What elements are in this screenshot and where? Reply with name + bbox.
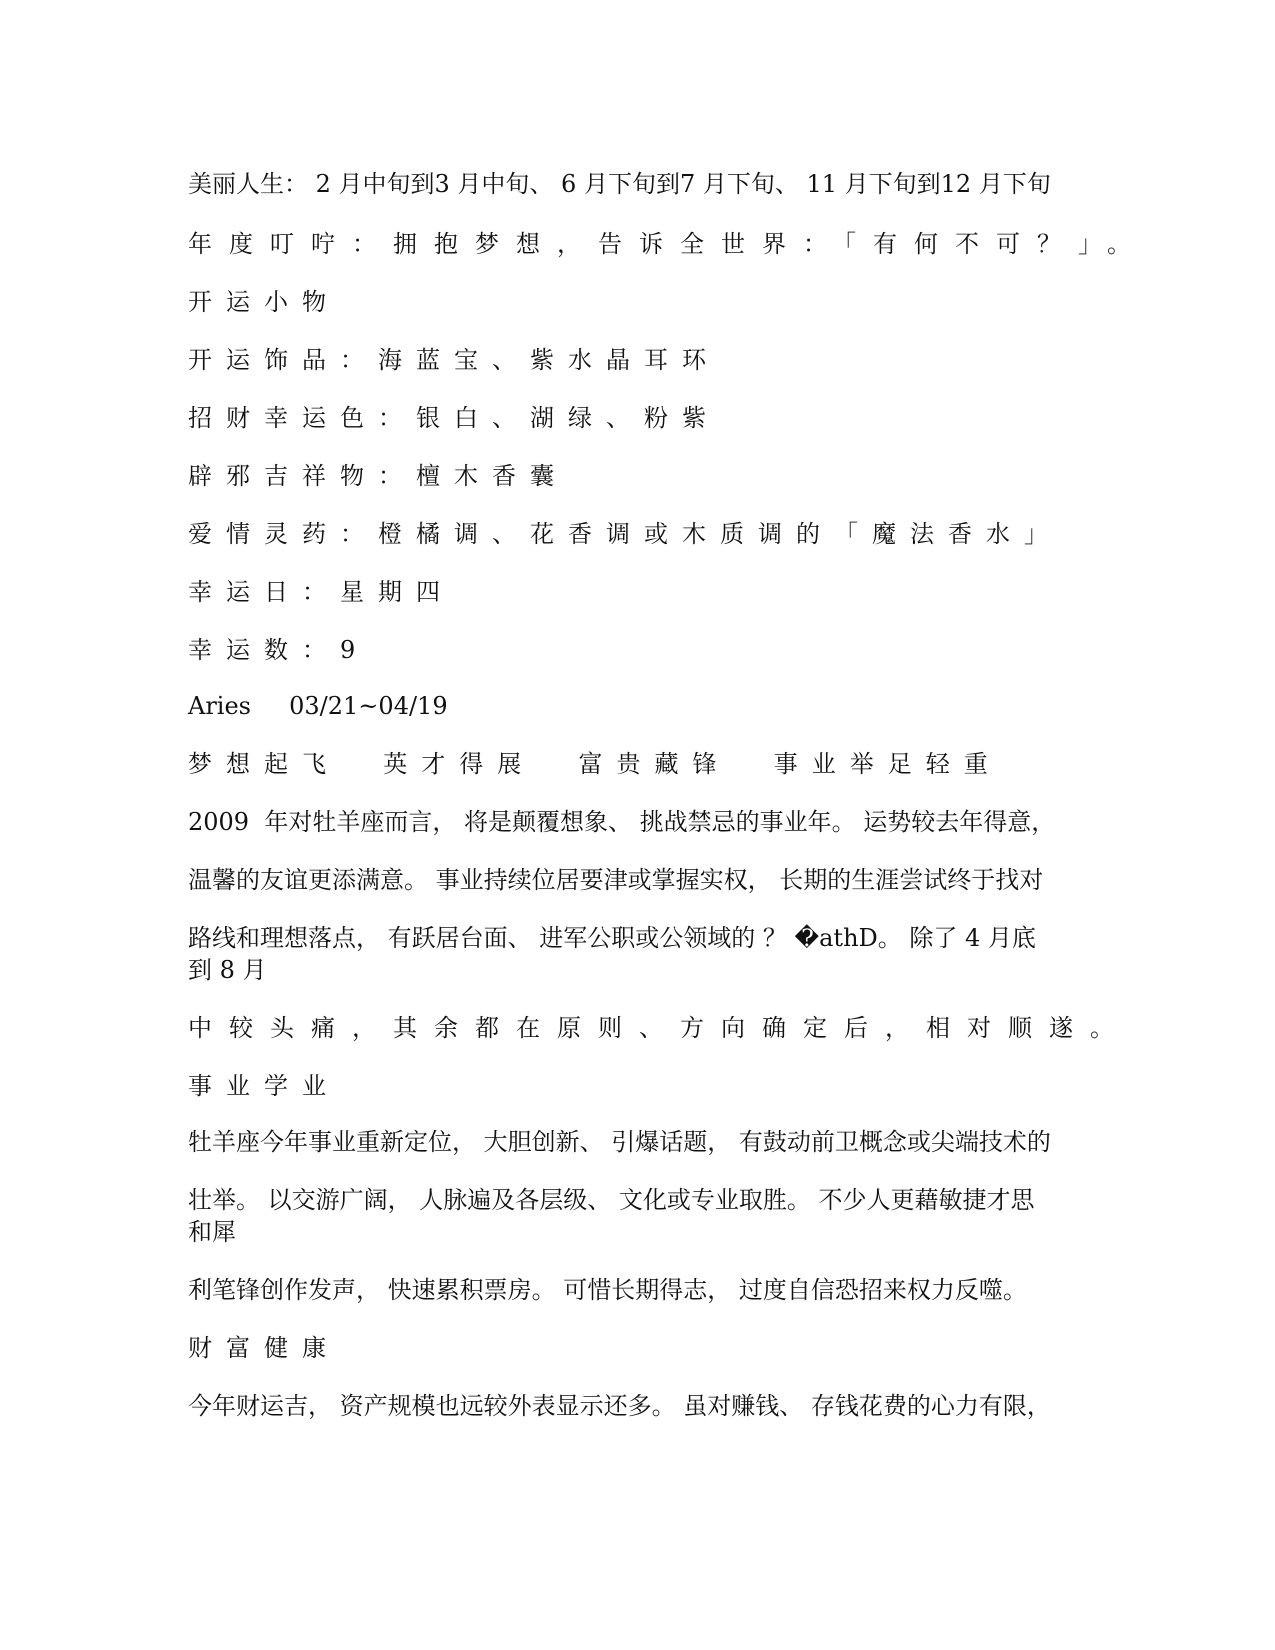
section-heading-career: 事业学业 <box>188 1072 340 1100</box>
career-line-2: 壮举。 以交游广阔， 人脉遍及各层级、 文化或专业取胜。 不少人更藉敏捷才思和犀 <box>188 1186 1035 1246</box>
paragraph-line-4: 中较头痛，其余都在原则、方向确定后，相对顺遂。 <box>188 1014 1131 1042</box>
text-line-lucky-colors: 招财幸运色：银白、湖绿、粉紫 <box>188 404 720 432</box>
section-heading-wealth-health: 财富健康 <box>188 1334 340 1362</box>
sign-title-aries: Aries 03/21~04/19 <box>188 692 448 720</box>
career-line-1: 牡羊座今年事业重新定位， 大胆创新、 引爆话题， 有鼓动前卫概念或尖端技术的 <box>188 1128 1051 1156</box>
text-line-lucky-day: 幸运日：星期四 <box>188 578 454 606</box>
text-line-talisman: 辟邪吉祥物：檀木香囊 <box>188 462 568 490</box>
section-heading-lucky-items: 开运小物 <box>188 288 340 316</box>
paragraph-line-1: 2009 年对牡羊座而言， 将是颠覆想象、 挑战禁忌的事业年。 运势较去年得意， <box>188 808 1056 836</box>
career-line-3: 利笔锋创作发声， 快速累积票房。 可惜长期得志， 过度自信恐招来权力反噬。 <box>188 1276 1027 1304</box>
text-line-yearly-advice: 年度叮咛：拥抱梦想，告诉全世界：「有何不可？」。 <box>188 230 1148 258</box>
sign-motto: 梦想起飞 英才得展 富贵藏锋 事业举足轻重 <box>188 750 1002 778</box>
paragraph-line-3: 路线和理想落点， 有跃居台面、 进军公职或公领域的 ？ �athD。 除了 4 月底到 8 月 <box>188 924 1036 984</box>
text-line-lucky-accessories: 开运饰品：海蓝宝、紫水晶耳环 <box>188 346 720 374</box>
text-line-lucky-periods: 美丽人生： 2 月中旬到3 月中旬、 6 月下旬到7 月下旬、 11 月下旬到12 月下旬 <box>188 170 1051 198</box>
wealth-line-1: 今年财运吉， 资产规模也远较外表显示还多。 虽对赚钱、 存钱花费的心力有限， <box>188 1392 1051 1420</box>
text-line-lucky-number: 幸运数：9 <box>188 636 370 664</box>
text-line-love-potion: 爱情灵药：橙橘调、花香调或木质调的「魔法香水」 <box>188 520 1062 548</box>
paragraph-line-2: 温馨的友谊更添满意。 事业持续位居要津或掌握实权， 长期的生涯尝试终于找对 <box>188 866 1044 894</box>
